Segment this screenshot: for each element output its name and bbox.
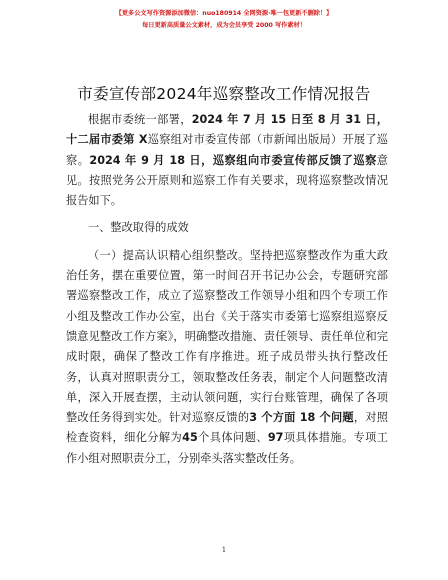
para-problem-count: 45 <box>182 431 198 445</box>
intro-text-3: 意见。按照党务公开原则和巡察工作有关要求，现将巡察整改情况报告如下。 <box>66 153 388 208</box>
intro-text-2: 巡察组对市委宣传部（市新闻出版局）开展了巡察。 <box>66 133 388 167</box>
para-issue-count: 3 个方面 18 个问题 <box>249 411 354 425</box>
document-body <box>66 110 388 469</box>
intro-feedback-date: 2024 年 9 月 18 日，巡察组向市委宣传部反馈了巡察 <box>89 153 377 167</box>
intro-dates: 2024 年 7 月 15 日至 8 月 31 日，十二届市委第 X <box>66 113 388 147</box>
page-number: 1 <box>221 546 227 554</box>
section-heading: 一、整改取得的成效 <box>88 221 189 235</box>
promo-banner <box>0 8 448 32</box>
promo-banner-line1: 【更多公文写作资源添加微信：nuo180914 全网资源·唯一包更新不删除！】 <box>115 10 333 17</box>
promo-banner-line2: 每日更新高质量公文素材，成为会员享受 2000 写作素材！ <box>142 22 306 29</box>
para-text-4: 项具体措施。专项工作小组对照职责分工，分别牵头落实整改任务。 <box>66 431 388 465</box>
rectification-paragraph <box>66 246 388 469</box>
para-text-1: （一）提高认识精心组织整改。坚持把巡察整改作为重大政治任务，摆在重要位置，第一时间召开书记办公会，专题研究部署巡察整改工作，成立了巡察整改工作领导小组和四个专项工作小组及整改工作办公室，出台《关于落实市委第七巡察组巡察反馈意见整改工作方案》，明确整改措施、责任领导、责任单位和完成时限，确保了整改工作有序推进。班子成员带头执行整改任务，认真对照职责分工，领取整改任务表，制定个人问题整改清单，深入开展查摆，主动认领问题，实行台账管理，确保了各项整改任务得到实处。针对巡察反馈的 <box>66 248 388 425</box>
para-text-2: ，对照检查资料，细化分解为 <box>66 411 388 445</box>
document-title: 市委宣传部2024年巡察整改工作情况报告 <box>77 85 371 103</box>
para-measure-count: 97 <box>267 431 284 445</box>
intro-text-1: 根据市委统一部署， <box>88 113 192 126</box>
intro-paragraph <box>66 110 388 211</box>
para-text-3: 个具体问题、 <box>197 431 268 445</box>
